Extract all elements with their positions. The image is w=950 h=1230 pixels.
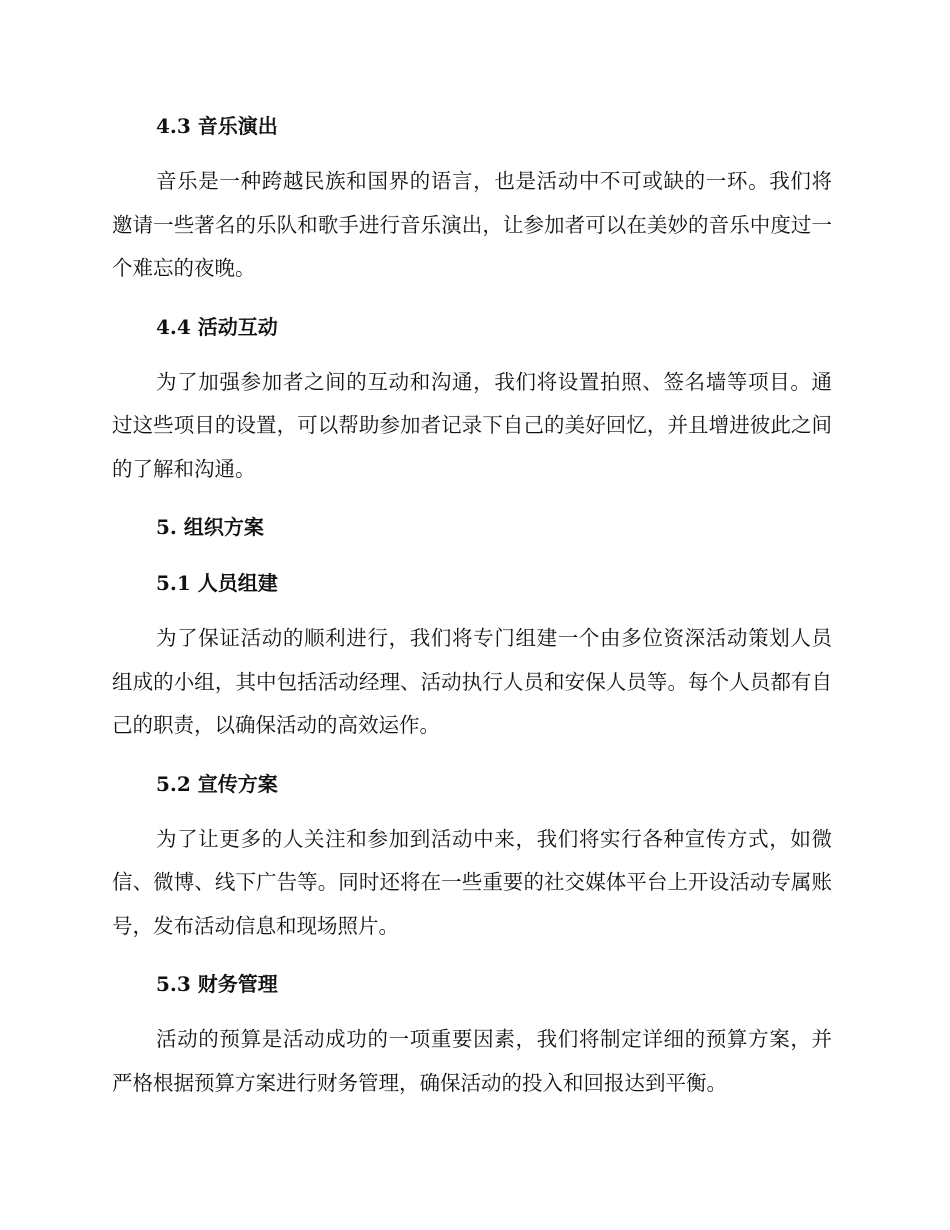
section-body-5-2: 为了让更多的人关注和参加到活动中来，我们将实行各种宣传方式，如微信、微博、线下广告等。同时还将在一些重要的社交媒体平台上开设活动专属账号，发布活动信息和现场照片。 <box>112 826 832 938</box>
section-body-5-1: 为了保证活动的顺利进行，我们将专门组建一个由多位资深活动策划人员组成的小组，其中包括活动经理、活动执行人员和安保人员等。每个人员都有自己的职责，以确保活动的高效运作。 <box>112 626 832 737</box>
section-heading-4-4: 4.4 活动互动 <box>156 314 278 339</box>
section-heading-5-3: 5.3 财务管理 <box>156 972 278 996</box>
section-body-4-3: 音乐是一种跨越民族和国界的语言，也是活动中不可或缺的一环。我们将邀请一些著名的乐队和歌手进行音乐演出，让参加者可以在美妙的音乐中度过一个难忘的夜晚。 <box>112 169 832 280</box>
section-heading-5-2: 5.2 宣传方案 <box>156 771 278 796</box>
section-heading-5-1: 5.1 人员组建 <box>156 571 278 595</box>
section-heading-5: 5. 组织方案 <box>156 515 264 539</box>
section-body-4-4: 为了加强参加者之间的互动和沟通，我们将设置拍照、签名墙等项目。通过这些项目的设置，可以帮助参加者记录下自己的美好回忆，并且增进彼此之间的了解和沟通。 <box>112 369 832 481</box>
section-body-5-3: 活动的预算是活动成功的一项重要因素，我们将制定详细的预算方案，并严格根据预算方案进行财务管理，确保活动的投入和回报达到平衡。 <box>112 1027 832 1095</box>
section-heading-4-3: 4.3 音乐演出 <box>156 114 278 138</box>
